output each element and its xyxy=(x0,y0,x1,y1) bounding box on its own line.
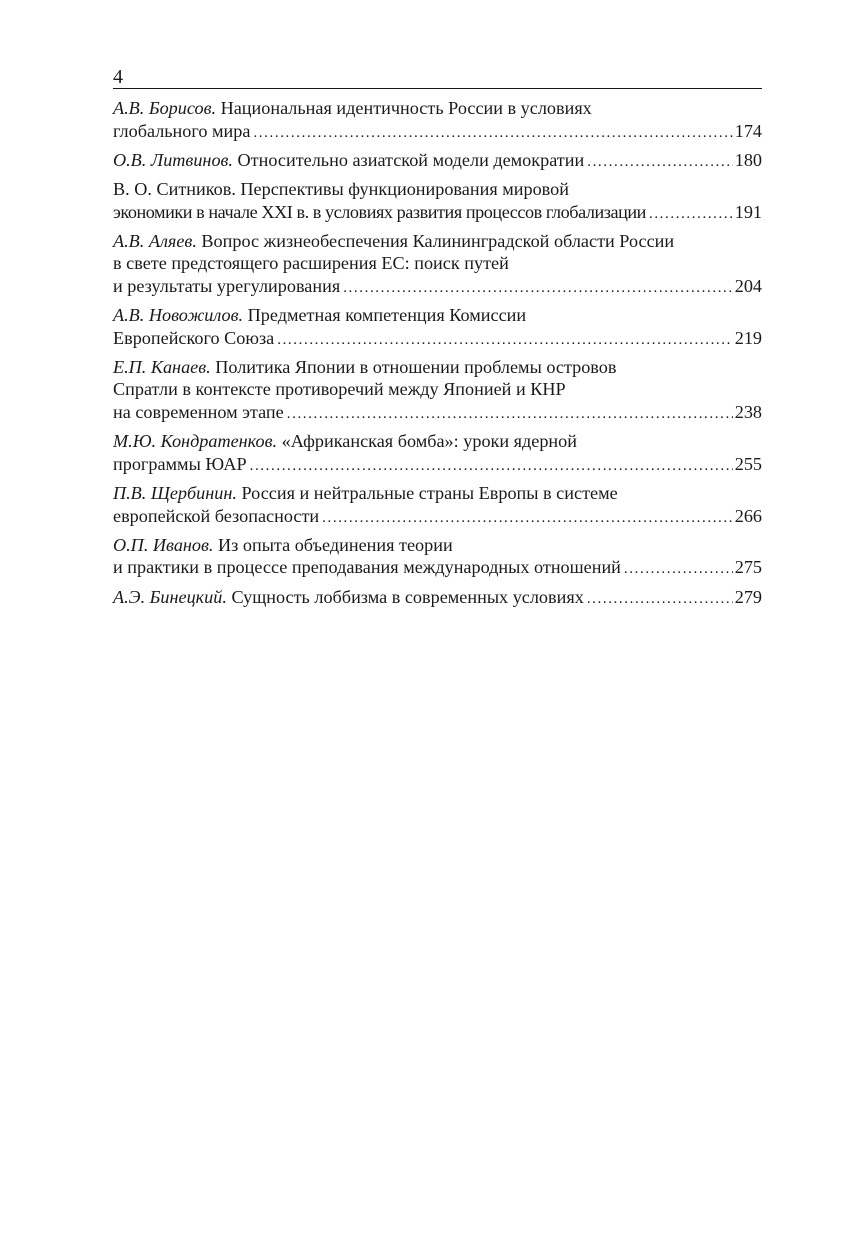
dot-leader xyxy=(343,277,733,300)
toc-entry xyxy=(113,230,762,300)
toc-entry-last-line xyxy=(113,120,762,145)
toc-entry xyxy=(113,430,762,477)
dot-leader xyxy=(322,507,733,530)
toc-title-text: Спратли в контексте противоречий между Японией и КНР xyxy=(113,379,566,400)
toc-author: А.Э. Бинецкий. xyxy=(113,586,227,607)
dot-leader xyxy=(587,588,733,611)
toc-author: О.П. Иванов. xyxy=(113,534,214,555)
toc-entry-line xyxy=(113,178,762,201)
toc-title-text: Сущность лоббизма в современных условиях xyxy=(231,586,584,607)
toc-author: П.В. Щербинин. xyxy=(113,483,237,504)
toc-entry xyxy=(113,586,762,611)
dot-leader xyxy=(649,203,733,226)
toc-entry-last-line xyxy=(113,327,762,352)
toc-entry-last-line xyxy=(113,556,762,581)
toc-title-text: Россия и нейтральные страны Европы в системе xyxy=(241,483,618,504)
toc-page-number: 238 xyxy=(734,401,762,422)
toc-title-text: экономики в начале XXI в. в условиях развития процессов глобализации xyxy=(113,201,646,222)
toc-entry-last-line xyxy=(113,275,762,300)
toc-page-number: 266 xyxy=(734,505,762,526)
toc-page-number: 279 xyxy=(734,586,762,607)
toc-title-text: и результаты урегулирования xyxy=(113,275,341,296)
toc-page-number: 219 xyxy=(734,327,762,348)
dot-leader xyxy=(624,558,733,581)
toc-title-text: программы ЮАР xyxy=(113,453,247,474)
toc-title-text: в свете предстоящего расширения ЕС: поиск путей xyxy=(113,253,509,274)
toc-entry-line xyxy=(113,252,762,275)
toc-author: А.В. Новожилов. xyxy=(113,305,244,326)
dot-leader xyxy=(277,329,733,352)
toc-entry xyxy=(113,304,762,351)
toc-title-text: В. О. Ситников. Перспективы функционирования мировой xyxy=(113,179,569,200)
toc-page-number: 180 xyxy=(734,149,762,170)
toc-page-number: 174 xyxy=(734,120,762,141)
toc-title-text: Европейского Союза xyxy=(113,327,275,348)
book-page xyxy=(113,66,762,615)
toc-author: А.В. Борисов. xyxy=(113,98,217,118)
toc-author: М.Ю. Кондратенков. xyxy=(113,431,278,452)
toc-entry-last-line xyxy=(113,149,762,174)
toc-title-text: на современном этапе xyxy=(113,401,284,422)
toc-entry-last-line xyxy=(113,586,762,611)
toc-author: А.В. Аляев. xyxy=(113,230,197,251)
toc-entry xyxy=(113,482,762,529)
toc-title-text: Политика Японии в отношении проблемы островов xyxy=(215,356,617,377)
page-number: 4 xyxy=(113,66,123,88)
toc-title-text: и практики в процессе преподавания международных отношений xyxy=(113,557,621,578)
toc-title-text: Предметная компетенция Комиссии xyxy=(247,305,527,326)
toc-author: О.В. Литвинов. xyxy=(113,149,233,170)
toc-entry-line xyxy=(113,304,762,327)
header-rule xyxy=(113,88,762,89)
toc-entry-line xyxy=(113,230,762,253)
dot-leader xyxy=(287,403,733,426)
toc-page-number: 275 xyxy=(734,557,762,578)
toc-title-text: Национальная идентичность России в условиях xyxy=(220,98,592,118)
toc-entry xyxy=(113,534,762,581)
toc-page-number: 191 xyxy=(734,201,762,222)
toc-page-number: 255 xyxy=(734,453,762,474)
toc-entry-line xyxy=(113,356,762,379)
toc-entry xyxy=(113,178,762,225)
toc-entry xyxy=(113,149,762,174)
toc-title-text: европейской безопасности xyxy=(113,505,320,526)
toc-entry-last-line xyxy=(113,453,762,478)
toc-entry-last-line xyxy=(113,505,762,530)
dot-leader xyxy=(253,122,732,145)
toc-entry-line xyxy=(113,482,762,505)
toc-title-text: Вопрос жизнеобеспечения Калининградской области России xyxy=(201,230,675,251)
dot-leader xyxy=(250,455,733,478)
toc-entry-line xyxy=(113,534,762,557)
toc-entry-last-line xyxy=(113,201,762,226)
toc-entry-line xyxy=(113,378,762,401)
dot-leader xyxy=(587,151,732,174)
toc-entry-last-line xyxy=(113,401,762,426)
table-of-contents xyxy=(113,97,762,610)
toc-title-text: глобального мира xyxy=(113,120,251,141)
toc-author: Е.П. Канаев. xyxy=(113,356,211,377)
toc-title-text: «Африканская бомба»: уроки ядерной xyxy=(281,431,577,452)
toc-entry xyxy=(113,356,762,426)
toc-title-text: Относительно азиатской модели демократии xyxy=(237,149,585,170)
toc-page-number: 204 xyxy=(734,275,762,296)
toc-entry-line xyxy=(113,430,762,453)
toc-entry xyxy=(113,97,762,144)
toc-entry-line xyxy=(113,97,762,120)
toc-title-text: Из опыта объединения теории xyxy=(218,534,453,555)
